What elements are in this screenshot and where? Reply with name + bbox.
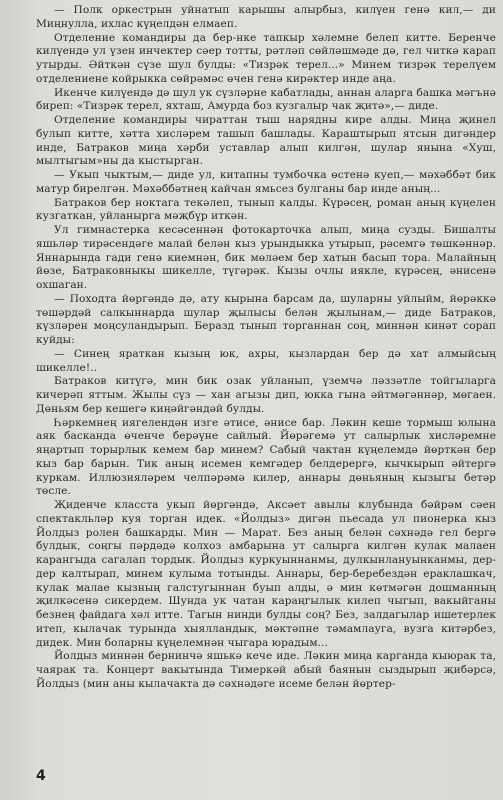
paragraph: Отделение командиры да бер-нке тапкыр хәлемне белеп китте. Беренче килүендә ул үзен инчектер сәер тотты, рәтләп сөйләшмәде дә, гел читкә карап утырды. Әйткән сүзе шул булды: «Тизрәк терел...» Минем тизрәк терелүем отделениене койрыкка сөйрәмәс өчен генә кирәктер инде аңа.	[36, 31, 496, 85]
page-number: 4	[36, 768, 46, 784]
paragraph: — Походта йөргәндә дә, ату кырына барсам да, шуларны уйлыйм, йөрәккә төшәрдәй салкыннарда шулар җылысы белән җылынам,— диде Батраков, күзләрен моңсуландырып. Беразд тынып торганнан соң, миннән кинәт сорап куйды:	[36, 292, 496, 346]
paragraph: Батраков бер ноктага текәлеп, тынып калды. Күрәсең, роман аның күңелен кузгаткан, уйланырга мәҗбүр иткән.	[36, 196, 496, 223]
paragraph: Ул гимнастерка кесәсеннән фотокарточка алып, миңа сузды. Бишалты яшьләр тирәсендәге малай белән кыз урындыкка утырып, рәсемгә төшкәннәр. Яннарында гади генә киемнән, бик мөләем бер хатын басып тора. Малайның йөзе, Батраковныкы шикелле, түгәрәк. Кызы очлы иякле, күрәсең, әнисенә охшаган.	[36, 224, 496, 291]
paragraph: Отделение командиры чираттан тыш нарядны кире алды. Миңа җинел булып китте, хәтта хисләрем ташып башлады. Караштырып ятсын дигәндер инде, Батраков миңа хәрби уставлар алып килгән, шулар янына «Хуш, мылтыгым»ны да кыстырган.	[36, 114, 496, 168]
paragraph: — Укып чыктым,— диде ул, китапны тумбочка өстенә куеп,— мәхәббәт бик матур бирелгән. Мәхәббәтнең кайчан ямьсез булганы бар инде аның...	[36, 169, 496, 195]
paragraph: Җиденче класста укып йөргәндә, Аксәет авылы клубында бәйрәм сәен спектакльләр куя торган идек. «Йолдыз» дигән пьесада ул пионерка кыз Йолдыз ролен башкарды. Мин — Марат. Без аның белән сәхнәдә гел бергә булдык, соңгы пәрдәдә колхоз амбарына ут салырга килгән кулак малаен карангыда сагалап тордык. Йолдыз куркуыннанмы, дулкынлануынканмы, дер-дер калтырап, минем кулыма тотынды. Аннары, бер-беребездән ераклашкач, кулак малае кызның галстугыннан буып алды, ә мин көтмәгән дошманның җилкәсенә сикердем. Шунда ук чатан караңгылык килеп чыгып, вакыйганы безнең файдага хәл итте. Тагын нинди булды соң? Без, залдагылар ишетерлек итеп, кылачак турында хыялландык, мәктәпне тәмамлауга, вузга китәрбез, дидек. Мин боларны күңелемнән чыгара юрадым...	[36, 499, 496, 649]
paragraph: — Синең яраткан кызың юк, ахры, кызлардан бер дә хат алмыйсың шикелле!..	[36, 347, 496, 374]
paragraph: Икенче килүендә дә шул ук сүзләрне кабатлады, аннан аларга башка мәгънә биреп: «Тизрәк терел, яхташ, Амурда боз кузгалыр чак җитә»,— диде.	[36, 86, 496, 113]
paragraph: — Полк оркестрын уйнатып карышы алырбыз, килүен генә кил,— ди Миңнулла, ихлас күңелдән елмаеп.	[36, 4, 496, 30]
paragraph: Йолдыз миннән бернинчә яшькә кече иде. Ләкин миңа карганда кыюрак та, чаярак та. Концерт вакытында Тимеркәй абый баянын сыздырып җибәрсә, Йолдыз (мин аны кылачакта дә сәхнәдәге исеме белән йөртер-	[36, 650, 496, 690]
paragraph: Һәркемнең иягелендән изге әтисе, әнисе бар. Ләкин кеше тормыш юлына аяк басканда өченче берәүне сайлый. Йөрәгемә ут салырлык хисләремне яңартып торырлык кемем бар минем? Сабый чактан күңелемдә йөрткән бер кыз бар барын. Тик аның исемен кемгәдер белдерергә, кычкырып әйтергә куркам. Иллюзияләрем челпәрәмә килер, аннары дөньяның кызыгы бетәр төсле.	[36, 416, 496, 498]
page-text	[36, 4, 496, 692]
paragraph: Батраков китүгә, мин бик озак уйланып, үземчә ләззәтле тойгыларга кичерәп яттым. Жылы сүз — хан агызы дип, юкка гына әйтмәгәннәр, мөгаен. Дөньям бер кешегә киңәйгәндәй булды.	[36, 375, 496, 415]
